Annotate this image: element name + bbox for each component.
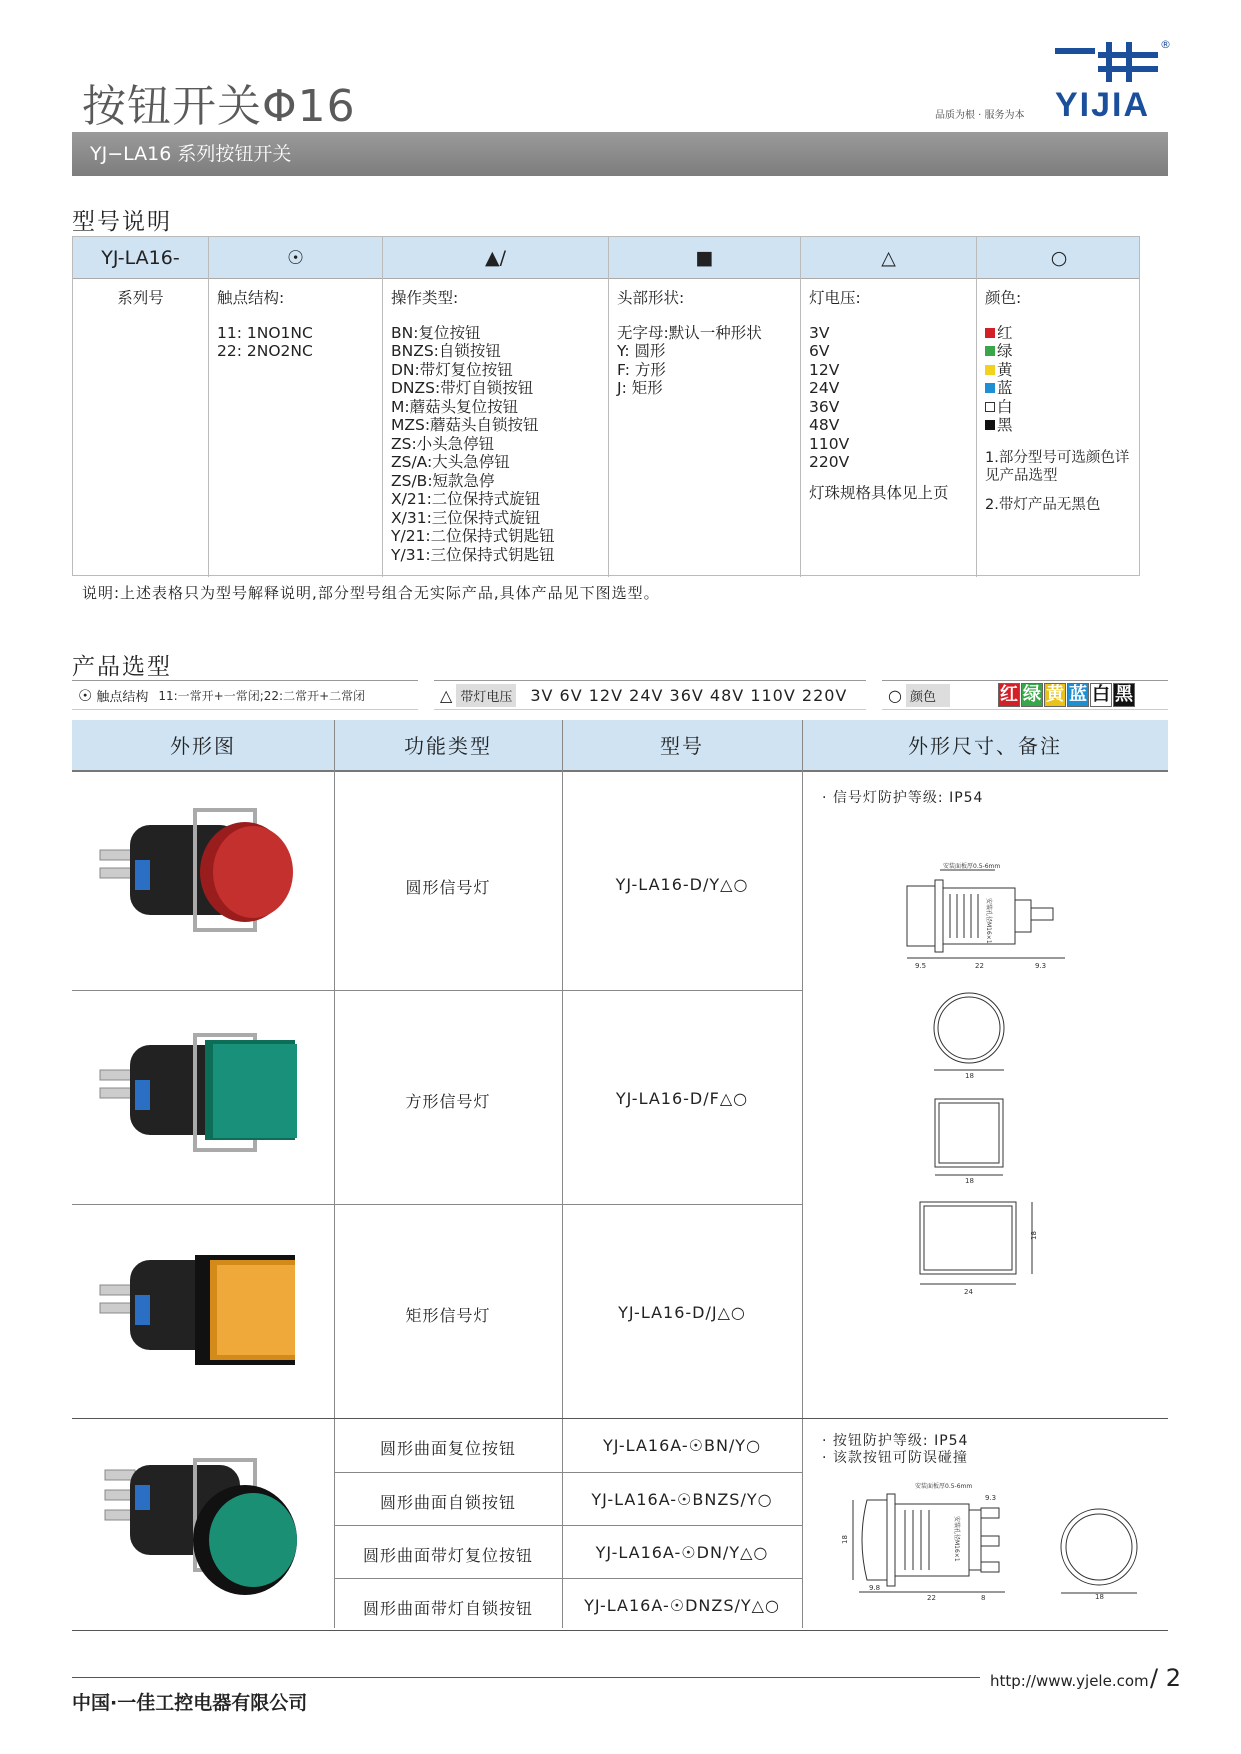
dim-label: 18 <box>1030 1231 1038 1240</box>
legend-label: 带灯电压 <box>456 684 516 707</box>
header-dimensions: 外形尺寸、备注 <box>908 734 1062 758</box>
color-note: 2.带灯产品无黑色 <box>985 496 1101 513</box>
dim-label: 22 <box>927 1594 936 1602</box>
dim-label: 安装孔径M16×1 <box>985 898 992 944</box>
list-item: ZS:小头急停钮 <box>391 434 495 453</box>
list-item: 36V <box>809 397 840 416</box>
grid-line <box>72 1630 1168 1631</box>
list-item: J: 矩形 <box>617 379 663 397</box>
dim-label: 9.3 <box>1035 962 1047 970</box>
header-function: 功能类型 <box>404 734 492 758</box>
color-option-yellow <box>985 361 1133 380</box>
color-swatch <box>985 383 995 393</box>
color-box-blue: 蓝 <box>1068 684 1087 705</box>
function-type: 方形信号灯 <box>405 1092 491 1111</box>
voltage-list: 3V 6V 12V 24V 36V 48V 110V 220V <box>530 685 848 705</box>
grid-line <box>802 720 803 1628</box>
grid-line <box>334 1525 802 1526</box>
model-col-series <box>73 237 209 577</box>
button-remark: · 按钮防护等级: IP54 <box>822 1433 969 1449</box>
contact-symbol-icon: ☉ <box>78 685 93 705</box>
col-head: ☉ <box>286 247 305 269</box>
col-body <box>209 279 382 371</box>
list-item: 220V <box>809 453 850 471</box>
square-front-drawing <box>925 1095 1015 1185</box>
triangle-symbol-icon: △ <box>440 685 453 705</box>
model-section-title: 型号说明 <box>72 209 172 235</box>
rectangle-lamp-image <box>95 1225 310 1395</box>
model-footnote: 说明:上述表格只为型号解释说明,部分型号组合无实际产品,具体产品见下图选型。 <box>82 584 660 602</box>
list-item: BNZS:自锁按钮 <box>391 342 501 360</box>
color-swatch <box>985 402 995 412</box>
grid-line <box>72 1204 802 1205</box>
model-number: YJ-LA16-D/J△○ <box>618 1303 746 1322</box>
round-lamp-image <box>95 790 310 960</box>
dim-label: 9.5 <box>915 962 927 970</box>
circle-symbol-icon: ○ <box>888 685 902 705</box>
model-number: YJ-LA16A-☉DNZS/Y△○ <box>584 1596 780 1615</box>
list-item: 22: 2NO2NC <box>217 342 313 360</box>
col-body <box>609 279 800 408</box>
color-name: 白 <box>997 397 1013 416</box>
dim-label: 安装面板厚0.5-6mm <box>943 863 1001 870</box>
col-label: 操作类型: <box>391 289 459 307</box>
list-item: X/21:二位保持式旋钮 <box>391 490 541 508</box>
function-type: 圆形曲面带灯自锁按钮 <box>362 1599 533 1618</box>
model-col-head-shape <box>609 237 801 577</box>
legend-label: 颜色 <box>906 684 950 707</box>
list-item: Y/21:二位保持式钥匙钮 <box>391 527 555 545</box>
list-item: Y/31:三位保持式钥匙钮 <box>391 545 555 564</box>
col-label: 灯电压: <box>809 289 861 307</box>
color-swatch <box>985 420 995 430</box>
color-box-white: 白 <box>1091 684 1110 705</box>
function-type: 圆形曲面自锁按钮 <box>379 1493 516 1512</box>
header-appearance: 外形图 <box>170 734 236 758</box>
page-number: / 2 <box>1150 1664 1181 1692</box>
button-remark: · 该款按钮可防误碰撞 <box>822 1450 968 1466</box>
color-box-red: 红 <box>999 684 1018 705</box>
product-table-header <box>72 720 1168 772</box>
model-col-contact <box>209 237 383 577</box>
col-body <box>383 279 608 574</box>
list-item: DN:带灯复位按钮 <box>391 360 513 379</box>
grid-line <box>334 1578 802 1579</box>
rectangle-front-drawing <box>910 1198 1050 1300</box>
col-label: 系列号 <box>117 289 164 307</box>
color-option-white <box>985 398 1133 417</box>
col-head: ○ <box>1050 247 1068 269</box>
list-item: ZS/B:短款急停 <box>391 471 495 490</box>
color-box-yellow: 黄 <box>1045 684 1064 705</box>
dim-label: 9.8 <box>869 1584 881 1592</box>
col-head: YJ-LA16- <box>101 247 180 269</box>
function-type: 圆形曲面带灯复位按钮 <box>362 1546 533 1565</box>
color-swatch <box>985 365 995 375</box>
square-lamp-image <box>95 1010 310 1180</box>
dim-label: 安装面板厚0.5-6mm <box>915 1483 973 1490</box>
model-table <box>72 236 1140 576</box>
color-name: 绿 <box>997 342 1013 360</box>
list-item: 6V <box>809 342 830 360</box>
list-item: 11: 1NO1NC <box>217 323 313 342</box>
list-item: Y: 圆形 <box>617 342 666 360</box>
slogan: 品质为根 · 服务为本 <box>935 110 1025 121</box>
dim-label: 18 <box>1095 1593 1104 1601</box>
lamp-side-drawing <box>895 858 1095 978</box>
legend-voltage <box>434 680 866 710</box>
dim-label: 8 <box>981 1594 986 1602</box>
color-note: 1.部分型号可选颜色详见产品选型 <box>985 449 1130 484</box>
color-option-black <box>985 416 1133 435</box>
legend-color <box>882 680 1168 710</box>
list-item: 48V <box>809 416 840 434</box>
footer-url[interactable]: http://www.yjele.com <box>990 1672 1149 1690</box>
product-section-title: 产品选型 <box>72 654 172 680</box>
button-front-drawing <box>1055 1505 1145 1600</box>
color-option-green <box>985 342 1133 361</box>
model-col-voltage <box>801 237 977 577</box>
legend-desc: 11:一常开+一常闭;22:二常开+二常闭 <box>158 688 366 703</box>
dim-label: 18 <box>965 1177 974 1185</box>
series-banner: YJ−LA16 系列按钮开关 <box>72 132 1168 176</box>
page-title: 按钮开关Φ16 <box>82 81 356 132</box>
grid-line <box>334 1472 802 1473</box>
header-model: 型号 <box>660 734 704 758</box>
logo-registered-mark: ® <box>1160 38 1171 51</box>
col-head: △ <box>881 247 896 269</box>
lamp-remark: · 信号灯防护等级: IP54 <box>822 790 984 806</box>
round-button-image <box>95 1450 310 1620</box>
col-label: 颜色: <box>985 289 1022 307</box>
dim-label: 9.3 <box>985 1494 997 1502</box>
voltage-note: 灯珠规格具体见上页 <box>809 483 949 502</box>
dim-label: 安装孔径M16×1 <box>953 1516 960 1562</box>
model-number: YJ-LA16A-☉BNZS/Y○ <box>591 1490 773 1509</box>
color-name: 红 <box>997 323 1013 342</box>
list-item: 110V <box>809 434 850 453</box>
grid-line <box>72 990 802 991</box>
list-item: 12V <box>809 360 840 379</box>
model-col-operation <box>383 237 609 577</box>
color-option-red <box>985 324 1133 343</box>
list-item: DNZS:带灯自锁按钮 <box>391 379 534 397</box>
col-label: 头部形状: <box>617 289 685 307</box>
col-label: 触点结构: <box>217 289 285 307</box>
list-item: MZS:蘑菇头自锁按钮 <box>391 416 539 434</box>
dim-label: 22 <box>975 962 984 970</box>
legend-contact <box>72 680 418 710</box>
dim-label: 18 <box>965 1072 974 1080</box>
model-number: YJ-LA16A-☉DN/Y△○ <box>595 1543 769 1562</box>
model-number: YJ-LA16-D/Y△○ <box>615 875 749 894</box>
button-side-drawing <box>841 1480 1045 1602</box>
model-number: YJ-LA16A-☉BN/Y○ <box>602 1436 762 1455</box>
color-name: 黑 <box>997 416 1013 434</box>
list-item: BN:复位按钮 <box>391 323 481 342</box>
dim-label: 18 <box>841 1535 849 1544</box>
function-type: 矩形信号灯 <box>405 1306 491 1325</box>
logo-text: YIJIA <box>1055 86 1151 124</box>
col-body <box>977 279 1141 524</box>
footer-company: 中国·一佳工控电器有限公司 <box>72 1692 308 1714</box>
color-option-blue <box>985 379 1133 398</box>
list-item: X/31:三位保持式旋钮 <box>391 508 541 527</box>
list-item: 无字母:默认一种形状 <box>617 323 762 342</box>
col-head: ■ <box>695 247 714 269</box>
list-item: F: 方形 <box>617 360 666 379</box>
dim-label: 24 <box>964 1288 973 1296</box>
round-front-drawing <box>925 990 1015 1080</box>
color-swatch <box>985 346 995 356</box>
color-box-green: 绿 <box>1022 684 1041 705</box>
list-item: 24V <box>809 379 840 397</box>
model-col-color <box>977 237 1141 577</box>
function-type: 圆形信号灯 <box>405 878 491 897</box>
function-type: 圆形曲面复位按钮 <box>379 1439 516 1458</box>
col-body <box>801 279 976 512</box>
list-item: 3V <box>809 323 830 342</box>
model-number: YJ-LA16-D/F△○ <box>615 1089 749 1108</box>
color-swatch <box>985 328 995 338</box>
footer-divider <box>72 1677 980 1678</box>
col-body <box>73 279 208 318</box>
list-item: M:蘑菇头复位按钮 <box>391 397 519 416</box>
grid-line <box>72 1418 1168 1419</box>
col-head: ▲/ <box>484 247 506 269</box>
color-box-black: 黑 <box>1114 684 1133 705</box>
legend-label: 触点结构 <box>96 689 149 705</box>
color-name: 蓝 <box>997 379 1013 397</box>
list-item: ZS/A:大头急停钮 <box>391 453 510 471</box>
color-name: 黄 <box>997 360 1013 379</box>
